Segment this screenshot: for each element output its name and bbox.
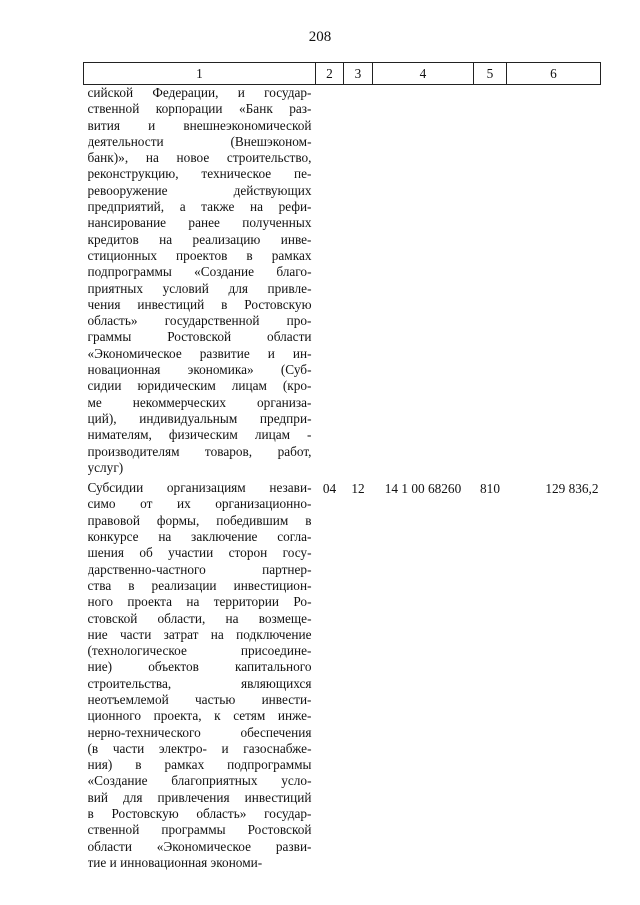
- text-line: услуг): [87, 459, 124, 475]
- text-line: сидии юридическим лицам (кро-: [87, 378, 312, 394]
- text-line: стиционных проектов в рамках: [87, 247, 312, 263]
- cell-subsection: 12: [351, 481, 365, 497]
- text-line: нерно-технического обеспечения: [87, 724, 312, 740]
- text-line: реконструкцию, техническое пе-: [87, 166, 312, 182]
- cell-section: 04: [322, 481, 337, 497]
- cell-expense-type: 810: [480, 481, 500, 497]
- text-line: приятных условий для привле-: [87, 280, 312, 296]
- text-line: вий для привлечения инвестиций: [87, 789, 312, 805]
- text-line: сийской Федерации, и государ-: [87, 85, 312, 100]
- header-col-5: 5: [474, 63, 507, 85]
- cell-section: [316, 85, 344, 477]
- text-line: правовой формы, победившим в: [87, 512, 312, 528]
- table-row: [84, 85, 601, 477]
- text-line: ние части затрат на подключение: [87, 626, 312, 642]
- text-line: область» государственной про-: [87, 313, 312, 329]
- cell-amount: [507, 85, 601, 477]
- text-line: граммы Ростовской области: [87, 329, 312, 345]
- text-line: ций), индивидуальным предпри-: [87, 410, 312, 426]
- table-header-row: [84, 63, 601, 85]
- text-line: подпрограммы «Создание благо-: [87, 264, 312, 280]
- text-line: ния) в рамках подпрограммы: [87, 757, 312, 773]
- row-description: [84, 85, 316, 477]
- text-line: «Создание благоприятных усло-: [87, 773, 312, 789]
- cell-target-article: 14 1 00 68260: [384, 481, 462, 497]
- text-line: Субсидии организациям незави-: [87, 480, 312, 496]
- text-line: ревооружение действующих: [87, 182, 312, 198]
- text-line: кредитов на реализацию инве-: [87, 231, 312, 247]
- cell-subsection: [344, 85, 373, 477]
- text-line: строительства, являющихся: [87, 675, 312, 691]
- text-line: новационная экономика» (Суб-: [87, 362, 312, 378]
- text-line: деятельности (Внешэконом-: [87, 133, 312, 149]
- page-number: 208: [308, 29, 332, 45]
- cell-target-article: [373, 85, 474, 477]
- budget-table: [83, 62, 601, 871]
- text-line: ства в реализации инвестицион-: [87, 577, 312, 593]
- cell-amount: 129 836,2: [545, 481, 599, 497]
- text-line: вития и внешнеэкономической: [87, 117, 312, 133]
- row-description: [84, 480, 316, 871]
- text-line: нансирование ранее полученных: [87, 215, 312, 231]
- header-col-2: 2: [316, 63, 344, 85]
- text-line: области «Экономическое разви-: [87, 838, 312, 854]
- text-line: ственной корпорации «Банк раз-: [87, 101, 312, 117]
- header-col-4: 4: [373, 63, 474, 85]
- text-line: ного проекта на территории Ро-: [87, 594, 312, 610]
- text-line: чения инвестиций в Ростовскую: [87, 296, 312, 312]
- text-line: ственной программы Ростовской: [87, 822, 312, 838]
- text-line: банк)», на новое строительство,: [87, 150, 312, 166]
- text-line: симо от их организационно-: [87, 496, 312, 512]
- text-line: в Ростовскую область» государ-: [87, 806, 312, 822]
- cell-expense-type: [474, 85, 507, 477]
- text-line: конкурсе на заключение согла-: [87, 529, 312, 545]
- text-line: предприятий, а также на рефи-: [87, 199, 312, 215]
- text-line: дарственно-частного партнер-: [87, 561, 312, 577]
- text-line: (технологическое присоедине-: [87, 643, 312, 659]
- text-line: ме некоммерческих организа-: [87, 394, 312, 410]
- text-line: нимателям, физическим лицам -: [87, 427, 312, 443]
- table-row: [84, 480, 601, 871]
- text-line: шения об участии сторон госу-: [87, 545, 312, 561]
- text-line: «Экономическое развитие и ин-: [87, 345, 312, 361]
- text-line: неотъемлемой частью инвести-: [87, 691, 312, 707]
- text-line: ние) объектов капитального: [87, 659, 312, 675]
- text-line: ционного проекта, к сетям инже-: [87, 708, 312, 724]
- text-line: производителям товаров, работ,: [87, 443, 312, 459]
- text-line: стовской области, на возмеще-: [87, 610, 312, 626]
- header-col-3: 3: [344, 63, 373, 85]
- text-line: (в части электро- и газоснабже-: [87, 740, 312, 756]
- header-col-6: 6: [507, 63, 601, 85]
- header-col-1: 1: [84, 63, 316, 85]
- text-line: тие и инновационная экономи-: [87, 854, 263, 870]
